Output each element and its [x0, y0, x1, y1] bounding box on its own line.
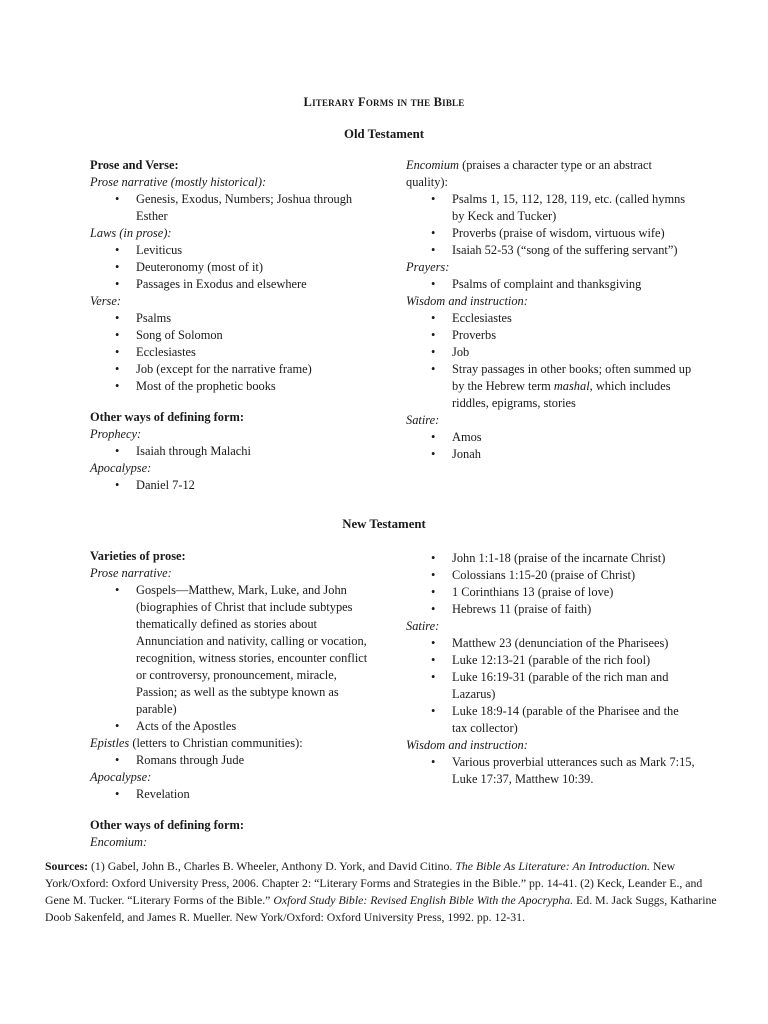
sources-label: Sources:: [45, 859, 89, 873]
list-item: • Passages in Exodus and elsewhere: [90, 276, 380, 293]
list-item: • Acts of the Apostles: [90, 718, 380, 735]
subheading-term: Wisdom and instruction:: [406, 738, 528, 752]
list-item: • Psalms 1, 15, 112, 128, 119, etc. (called hymns by Keck and Tucker): [406, 191, 696, 225]
bullet-list: [90, 477, 380, 494]
list-item: • Genesis, Exodus, Numbers; Joshua through Esther: [90, 191, 380, 225]
bullet-list: [406, 276, 696, 293]
subheading: [90, 735, 380, 752]
list-item: • Hebrews 11 (praise of faith): [406, 601, 696, 618]
bullet-list: [90, 191, 380, 225]
subheading-term: Satire:: [406, 619, 440, 633]
section-heading: Prose and Verse:: [90, 158, 179, 172]
sources-part-2: New York/Oxford: Oxford University Press, 2006. Chapter 2: “Literary Forms and Strategies in the Bible.” pp. 14-41. (2) Keck, Leander E., and Gene M. Tucker. “Literary Forms of the Bible.”: [45, 859, 703, 907]
subheading: [406, 737, 696, 754]
subheading: [406, 157, 696, 191]
page-title: Literary Forms in the Bible: [303, 95, 465, 109]
list-item: • Romans through Jude: [90, 752, 380, 769]
subheading: [90, 460, 380, 477]
section-title-old-testament: Old Testament: [344, 127, 424, 141]
subheading: [406, 259, 696, 276]
subheading: [90, 769, 380, 786]
subheading-term: Prose narrative:: [90, 566, 172, 580]
bullet-list: [90, 582, 380, 735]
list-item: • Luke 18:9-14 (parable of the Pharisee and the tax collector): [406, 703, 696, 737]
subheading-description: (letters to Christian communities):: [129, 736, 303, 750]
list-item: • John 1:1-18 (praise of the incarnate Christ): [406, 550, 696, 567]
bullet-list: [406, 310, 696, 412]
bullet-list: [90, 310, 380, 395]
list-item: • Gospels—Matthew, Mark, Luke, and John (biographies of Christ that include subtypes thematically defined as stories about Annunciation and nativity, calling or vocation, recognition, witness stories, encounter conflict or controversy, pronouncement, miracle, Passion; as well as the subtype known as parable): [90, 582, 380, 718]
subheading-term: Wisdom and instruction:: [406, 294, 528, 308]
subheading: [406, 412, 696, 429]
list-item: • Amos: [406, 429, 696, 446]
subheading: [90, 565, 380, 582]
sources-book-1: The Bible As Literature: An Introduction.: [455, 859, 650, 873]
section-heading: Varieties of prose:: [90, 549, 186, 563]
subheading: [90, 834, 380, 851]
list-item: • Psalms of complaint and thanksgiving: [406, 276, 696, 293]
subheading-term: Prose narrative (mostly historical):: [90, 175, 267, 189]
subheading: [90, 174, 380, 191]
list-item: • Song of Solomon: [90, 327, 380, 344]
list-item: • Isaiah through Malachi: [90, 443, 380, 460]
sources-book-2: Oxford Study Bible: Revised English Bible With the Apocrypha.: [273, 893, 574, 907]
old-testament-left-column: [90, 157, 380, 494]
list-item: • Job (except for the narrative frame): [90, 361, 380, 378]
list-item: • Luke 12:13-21 (parable of the rich fool): [406, 652, 696, 669]
list-item: • Various proverbial utterances such as Mark 7:15, Luke 17:37, Matthew 10:39.: [406, 754, 696, 788]
list-item: • Isaiah 52-53 (“song of the suffering servant”): [406, 242, 696, 259]
new-testament-right-column: [406, 550, 696, 788]
subheading-term: Prophecy:: [90, 427, 142, 441]
subheading: [90, 225, 380, 242]
new-testament-left-column: [90, 548, 380, 851]
subheading: [406, 293, 696, 310]
list-item: • 1 Corinthians 13 (praise of love): [406, 584, 696, 601]
bullet-list: [90, 242, 380, 293]
sources-part-3: Ed. M. Jack Suggs, Katharine Doob Sakenfeld, and James R. Mueller. New York/Oxford: Oxford University Press, 1992. pp. 12-31.: [45, 893, 717, 924]
list-item: • Matthew 23 (denunciation of the Pharisees): [406, 635, 696, 652]
bullet-list: [90, 786, 380, 803]
subheading: [90, 426, 380, 443]
subheading: [406, 618, 696, 635]
bullet-list: [406, 429, 696, 463]
bullet-list: [90, 752, 380, 769]
subheading: [90, 293, 380, 310]
subheading-term: Laws (in prose):: [90, 226, 172, 240]
subheading-term: Apocalypse:: [90, 461, 152, 475]
section-title-new-testament: New Testament: [342, 517, 426, 531]
list-item: • Proverbs: [406, 327, 696, 344]
subheading-description: (praises a character type or an abstract quality):: [406, 158, 652, 189]
subheading-term: Verse:: [90, 294, 121, 308]
list-item: • Ecclesiastes: [406, 310, 696, 327]
list-item: • Proverbs (praise of wisdom, virtuous wife): [406, 225, 696, 242]
sources-citation: [45, 858, 725, 926]
bullet-list: [406, 754, 696, 788]
list-item: • Psalms: [90, 310, 380, 327]
list-item: • Daniel 7-12: [90, 477, 380, 494]
subheading-term: Epistles: [90, 736, 130, 750]
list-item: • Stray passages in other books; often summed up by the Hebrew term mashal, which includes riddles, epigrams, stories: [406, 361, 696, 412]
section-heading: Other ways of defining form:: [90, 818, 244, 832]
list-item: • Job: [406, 344, 696, 361]
list-item: • Leviticus: [90, 242, 380, 259]
subheading-term: Encomium: [406, 158, 459, 172]
list-item: • Revelation: [90, 786, 380, 803]
sources-part-1: (1) Gabel, John B., Charles B. Wheeler, Anthony D. York, and David Citino.: [88, 859, 456, 873]
spacer: [90, 803, 380, 817]
hebrew-term: mashal: [553, 379, 590, 393]
list-item: • Ecclesiastes: [90, 344, 380, 361]
section-heading: Other ways of defining form:: [90, 410, 244, 424]
list-item: • Luke 16:19-31 (parable of the rich man and Lazarus): [406, 669, 696, 703]
spacer: [90, 395, 380, 409]
subheading-term: Encomium:: [90, 835, 148, 849]
list-item: • Jonah: [406, 446, 696, 463]
old-testament-right-column: [406, 157, 696, 463]
list-item: • Deuteronomy (most of it): [90, 259, 380, 276]
bullet-list: [406, 550, 696, 618]
bullet-list: [406, 635, 696, 737]
bullet-list: [90, 443, 380, 460]
list-item: • Most of the prophetic books: [90, 378, 380, 395]
list-item: • Colossians 1:15-20 (praise of Christ): [406, 567, 696, 584]
subheading-term: Apocalypse:: [90, 770, 152, 784]
subheading-term: Prayers:: [406, 260, 450, 274]
bullet-list: [406, 191, 696, 259]
subheading-term: Satire:: [406, 413, 440, 427]
